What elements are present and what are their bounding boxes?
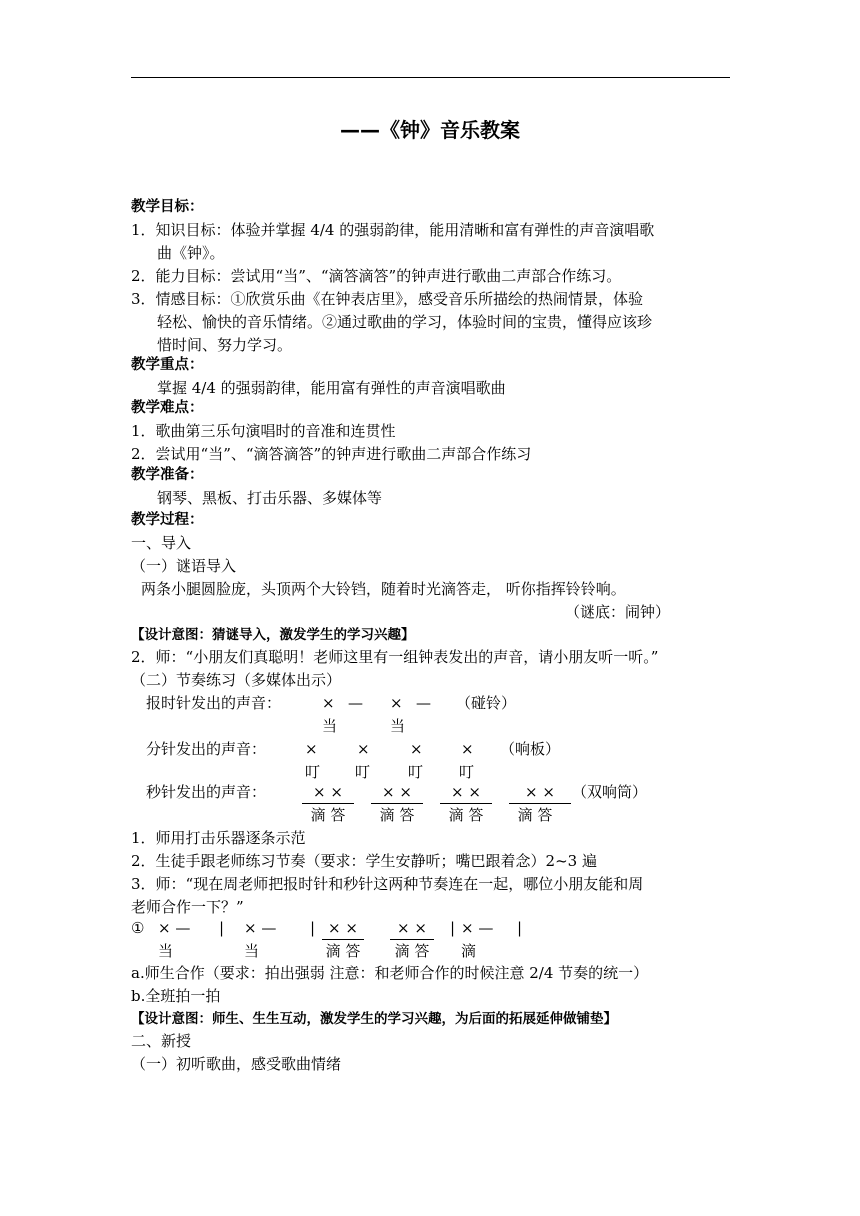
combo-word: 当 — [244, 942, 260, 960]
minute-hand-label: 分针发出的声音： — [146, 740, 267, 758]
minute-beat: × — [357, 740, 370, 758]
hour-beat: — — [416, 694, 431, 712]
minute-word: 叮 — [459, 763, 475, 781]
combo-measure: × — — [158, 919, 191, 937]
riddle-text: 两条小腿圆脸庞，头顶两个大铃铛，随着时光滴答走， 听你指挥铃铃响。 — [141, 580, 626, 598]
hour-beat: × — [322, 694, 335, 712]
combo-marker: ① — [131, 919, 145, 937]
combo-barline: | — [450, 919, 456, 937]
step-3-cont: 老师合作一下？” — [131, 898, 244, 916]
part2-heading: 二、新授 — [131, 1032, 192, 1050]
design-note-2: 【设计意图：师生、生生互动，激发学生的学习兴趣，为后面的拓展延伸做铺垫】 — [131, 1011, 617, 1027]
combo-word: 当 — [158, 942, 174, 960]
hour-instrument: （碰铃） — [456, 694, 517, 712]
minute-beat: × — [410, 740, 423, 758]
combo-barline: | — [219, 919, 225, 937]
objective-knowledge: 1．知识目标：体验并掌握 4/4 的强弱韵律，能用清晰和富有弹性的声音演唱歌 — [131, 221, 655, 239]
minute-beat: × — [305, 740, 318, 758]
sub-step-b: b.全班拍一拍 — [131, 987, 221, 1005]
hour-beat: × — [390, 694, 403, 712]
key-point-text: 掌握 4/4 的强弱韵律，能用富有弹性的声音演唱歌曲 — [157, 379, 506, 397]
combo-barline: | — [310, 919, 316, 937]
second-beat: × × — [302, 781, 354, 804]
objective-emotion-cont2: 惜时间、努力学习。 — [157, 336, 293, 354]
riddle-answer: （谜底：闹钟） — [565, 603, 671, 621]
objective-emotion-cont1: 轻松、愉快的音乐情绪。②通过歌曲的学习，体验时间的宝贵，懂得应该珍 — [157, 313, 653, 331]
combo-measure: × × — [322, 917, 364, 940]
key-point-heading: 教学重点： — [131, 357, 204, 373]
step-1: 1．师用打击乐器逐条示范 — [131, 829, 306, 847]
step-3: 3．师：“现在周老师把报时针和秒针这两种节奏连在一起，哪位小朋友能和周 — [131, 875, 644, 893]
teacher-says: 2．师：“小朋友们真聪明！老师这里有一组钟表发出的声音，请小朋友听一听。” — [131, 648, 659, 666]
second-instrument: （双响筒） — [572, 783, 648, 801]
minute-beat: × — [461, 740, 474, 758]
objective-knowledge-cont: 曲《钟》。 — [157, 244, 225, 262]
listen-step: （一）初听歌曲，感受歌曲情绪 — [131, 1055, 342, 1073]
combo-measure: × × — [390, 917, 434, 940]
preparation-heading: 教学准备： — [131, 467, 204, 483]
step-2: 2．生徒手跟老师练习节奏（要求：学生安静听；嘴巴跟着念）2~3 遍 — [131, 852, 597, 870]
second-beat: × × — [509, 781, 571, 804]
difficulty-item-2: 2．尝试用“当”、“滴答滴答”的钟声进行歌曲二声部合作练习 — [131, 445, 532, 463]
second-hand-label: 秒针发出的声音： — [146, 783, 267, 801]
combo-measure: × — — [244, 919, 277, 937]
minute-word: 叮 — [355, 763, 371, 781]
process-heading: 教学过程： — [131, 512, 204, 528]
hour-hand-label: 报时针发出的声音： — [146, 694, 282, 712]
second-word: 滴 答 — [379, 806, 415, 824]
objectives-heading: 教学目标： — [131, 199, 204, 215]
combo-barline: | — [517, 919, 523, 937]
hour-beat: — — [348, 694, 363, 712]
combo-measure: × — — [461, 919, 494, 937]
hour-word: 当 — [390, 717, 406, 735]
design-note-1: 【设计意图：猜谜导入，激发学生的学习兴趣】 — [131, 627, 415, 643]
difficulty-item-1: 1．歌曲第三乐句演唱时的音准和连贯性 — [131, 422, 396, 440]
second-beat: × × — [371, 781, 423, 804]
rhythm-heading: （二）节奏练习（多媒体出示） — [131, 671, 342, 689]
sub-step-a: a.师生合作（要求：拍出强弱 注意：和老师合作的时候注意 2/4 节奏的统一） — [131, 964, 649, 982]
minute-word: 叮 — [408, 763, 424, 781]
combo-word: 滴 答 — [394, 942, 430, 960]
part1-heading: 一、导入 — [131, 534, 192, 552]
second-beat: × × — [440, 781, 492, 804]
second-word: 滴 答 — [517, 806, 553, 824]
difficulty-heading: 教学难点： — [131, 400, 204, 416]
second-word: 滴 答 — [448, 806, 484, 824]
objective-ability: 2．能力目标：尝试用“当”、“滴答滴答”的钟声进行歌曲二声部合作练习。 — [131, 267, 622, 285]
combo-word: 滴 — [461, 942, 477, 960]
preparation-text: 钢琴、黑板、打击乐器、多媒体等 — [157, 489, 383, 507]
objective-emotion: 3．情感目标：①欣赏乐曲《在钟表店里》，感受音乐所描绘的热闹情景，体验 — [131, 290, 644, 308]
minute-instrument: （响板） — [500, 740, 561, 758]
header-rule — [131, 77, 730, 78]
document-title: ——《钟》音乐教案 — [340, 118, 520, 142]
hour-word: 当 — [322, 717, 338, 735]
minute-word: 叮 — [305, 763, 321, 781]
combo-word: 滴 答 — [325, 942, 361, 960]
riddle-heading: （一）谜语导入 — [131, 557, 237, 575]
second-word: 滴 答 — [310, 806, 346, 824]
